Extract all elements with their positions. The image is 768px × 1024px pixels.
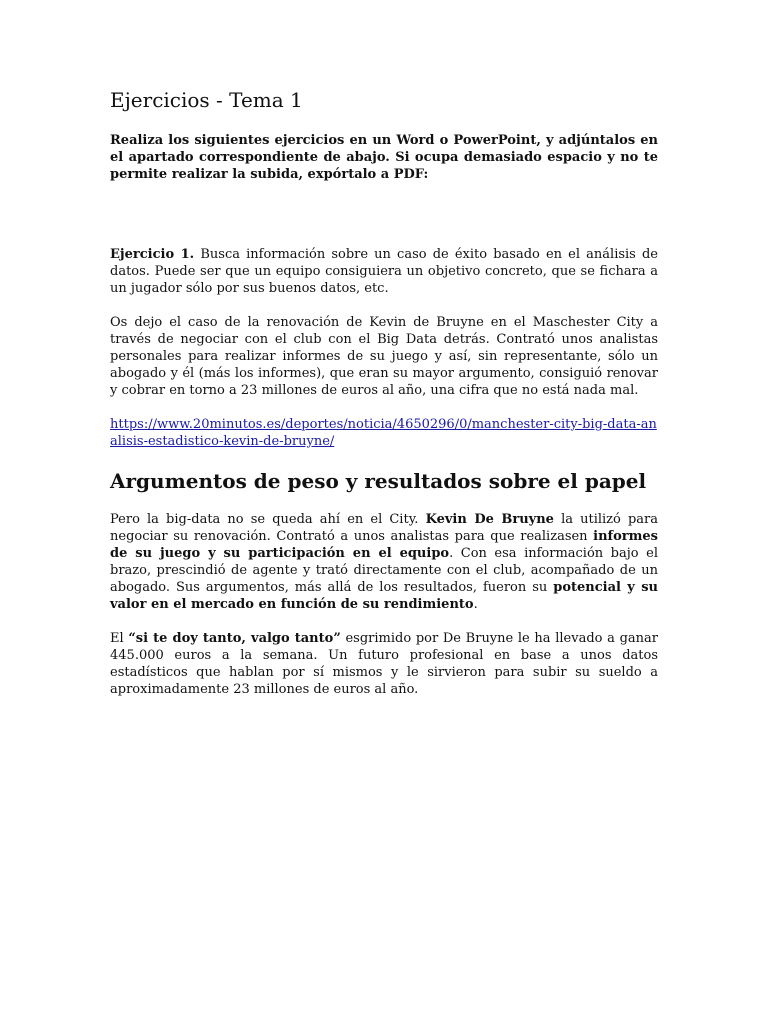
paragraph-text: .	[473, 597, 478, 612]
paragraph-text: esgrimido por De Bruyne le ha llevado a ganar 445.000 euros a la semana. Un futuro profesional en base a unos datos estadísticos que hablan por sí mismos y le sirvieron para subir su sueldo a aproximadamente 23 millones de euros al año.	[110, 631, 658, 697]
paragraph-big-data	[110, 511, 658, 613]
exercise-1-label: Ejercicio 1.	[110, 247, 195, 262]
paragraph-salary	[110, 630, 658, 698]
paragraph-text: Pero la big-data no se queda ahí en el City.	[110, 512, 426, 527]
bold-quote: “si te doy tanto, valgo tanto”	[128, 631, 341, 646]
exercise-1-text: Busca información sobre un caso de éxito basado en el análisis de datos. Puede ser que un equipo consiguiera un objetivo concreto, que se fichara a un jugador sólo por sus buenos datos, etc.	[110, 247, 658, 296]
bold-text: potencial y su valor en el mercado en función de su rendimiento	[110, 580, 658, 612]
section-heading: Argumentos de peso y resultados sobre el papel	[110, 469, 647, 493]
spacer	[110, 183, 658, 246]
paragraph-text: El	[110, 631, 129, 646]
paragraph-text: la utilizó para negociar su renovación. Contrató a unos analistas para que realizasen	[110, 512, 659, 544]
bold-text: Kevin De Bruyne	[425, 512, 554, 527]
document-content	[110, 86, 658, 715]
exercise-1-paragraph	[110, 246, 658, 297]
document-title: Ejercicios - Tema 1	[110, 88, 303, 112]
article-link[interactable]: https://www.20minutos.es/deportes/noticia/4650296/0/manchester-city-big-data-analisis-estadistico-kevin-de-bruyne/	[110, 417, 657, 449]
instructions-text: Realiza los siguientes ejercicios en un Word o PowerPoint, y adjúntalos en el apartado correspondiente de abajo. Si ocupa demasiado espacio y no te permite realizar la subida, expórtalo a PDF:	[110, 133, 658, 182]
paragraph-text: . Con esa información bajo el brazo, prescindió de agente y trató directamente con el club, acompañado de un abogado. Sus argumentos, más allá de los resultados, fueron su	[110, 546, 658, 595]
bold-text: informes de su juego y su participación en el equipo	[110, 529, 658, 561]
answer-paragraph: Os dejo el caso de la renovación de Kevin de Bruyne en el Maschester City a través de negociar con el club con el Big Data detrás. Contrató unos analistas personales para realizar informes de su juego y así, sin representante, sólo un abogado y él (más los informes), que eran su mayor argumento, consiguió renovar y cobrar en torno a 23 millones de euros al año, una cifra que no está nada mal.	[110, 315, 658, 398]
